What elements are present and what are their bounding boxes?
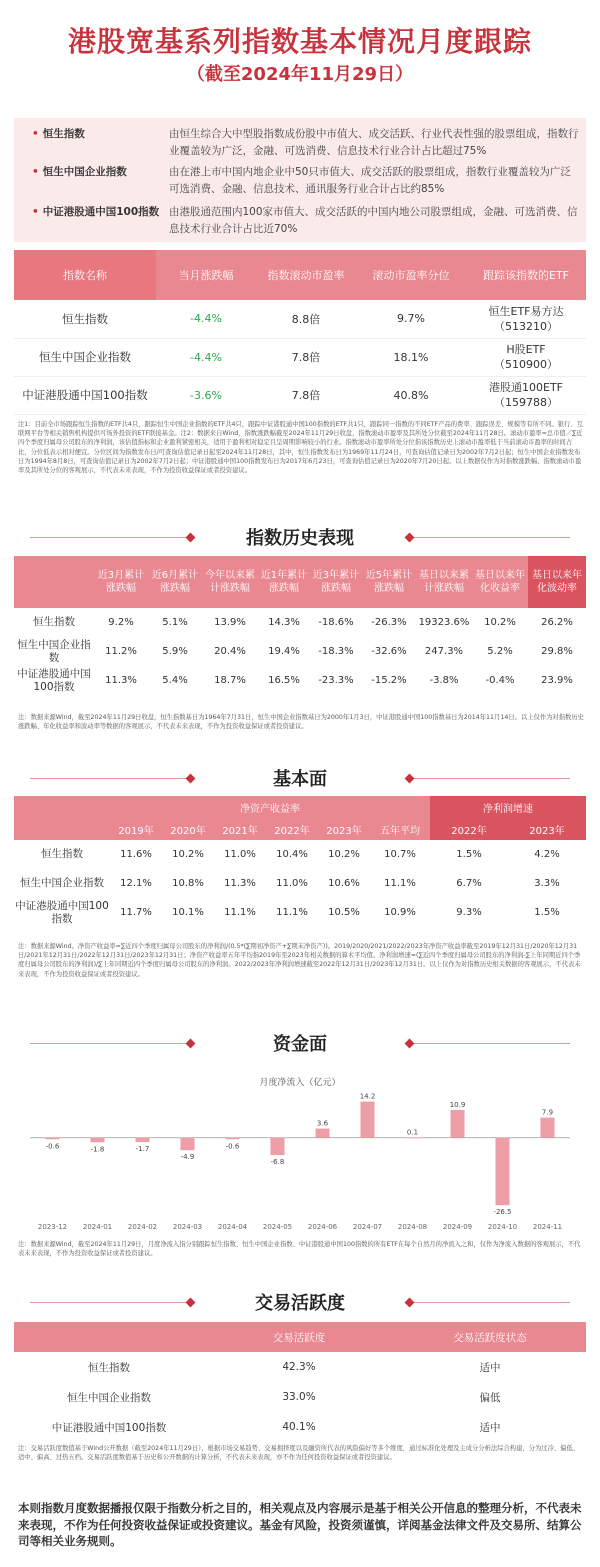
year-header: 2022年 — [266, 818, 318, 840]
value-cell: -0.4% — [485, 675, 515, 686]
chart-bar — [46, 1138, 60, 1140]
etf-cell — [466, 338, 586, 376]
pe-percentile: 40.8% — [356, 376, 466, 414]
index-name: 恒生中国企业指数 — [20, 877, 104, 889]
value-cell: -15.2% — [371, 675, 407, 686]
section-divider — [400, 1028, 570, 1058]
chart-data-label: 0.1 — [406, 1128, 419, 1137]
year-header: 2023年 — [508, 818, 586, 840]
chart-data-label: 3.6 — [316, 1119, 329, 1128]
header-cell: 交易活跃度 — [204, 1322, 394, 1352]
table-row — [14, 300, 586, 338]
intro-name: • 恒生指数 — [32, 126, 167, 143]
intro-name: • 中证港股通中国100指数 — [32, 204, 167, 221]
etf-code: （159788） — [494, 396, 558, 409]
value-cell: 11.3% — [105, 675, 137, 686]
chart-x-tick-label: 2024-01 — [82, 1223, 113, 1231]
etf-code: （510900） — [494, 358, 558, 371]
pe-percentile: 18.1% — [356, 338, 466, 376]
roe-cell: 10.8% — [172, 878, 204, 889]
header-cell: 指数名称 — [14, 250, 156, 300]
roe-cell: 12.1% — [120, 878, 152, 889]
header-cell: 近1年累计涨跌幅 — [258, 556, 310, 608]
month-change: -3.6% — [156, 376, 256, 414]
roe-cell: 11.1% — [384, 878, 416, 889]
value-cell: 20.4% — [214, 646, 246, 657]
chart-x-tick-label: 2024-08 — [397, 1223, 428, 1231]
chart-title: 月度净流入（亿元） — [259, 1078, 341, 1088]
capital-note: 注：数据来源Wind，截至2024年11月29日，月度净流入指分别跟踪恒生指数、恒生中国企业指数、中证港股通中国100指数的所有ETF在每个自然月的净流入之和，仅作为净流入数据的客观展示，不代表未来表现，不作为投资收益保证或者投资建议。 — [18, 1241, 581, 1258]
header-cell: 基日以来年化收益率 — [472, 556, 528, 608]
index-name: 中证港股通中国100指数 — [51, 1421, 167, 1434]
history-note: 注：数据来源Wind，截至2024年11月29日收盘，恒生指数基日为1964年7月31日，恒生中国企业指数基日为2000年1月3日，中证港股通中国100指数基日为2014年11月14日。以上仅作为对指数历史涨跌幅、年化收益率和波动率等数据的客观展示，不代表未来表现，不作为投资收益保证或者投资建议。 — [18, 714, 584, 731]
index-name: 恒生指数 — [41, 848, 83, 860]
overview-note: 注1：目前全市场跟踪恒生指数的ETF共4只，跟踪恒生中国企业指数的ETF共4只，跟踪中证港股通中国100指数的ETF共1只，跟踪同一指数的不同ETF产品的费率、跟踪误差、规模等有所不同。银行、互联网平台等相关销售机构提供可场外投资的ETF联接基金。注2：数据来自Wind，指数涨跌幅截至2024年11月29日收盘，指数滚动市盈率及其所处分位截至2024年11月28日。滚动市盈率=总市值／∑近四个季度归属母公司股东的净利润，该估值指标和企业盈利紧密相关，适用于盈利相对稳定且呈周期影响较小的行业。指数滚动市盈率所处分位指该指数历史上滚动市盈率低于当前滚动市盈率的时间占比，分位低表示相对便宜。分位区间为指数发布日/可查询估值记录日起至2024年11月28日，其中，恒生指数发布日为1969年11月24日，可查询估值记录日为2002年7月2日起；恒生中国企业指数发布日为1994年8月8日，可查询估值记录日为2002年7月2日起；中证港股通中国100指数发布日为2017年6月23日，可查询估值记录日为2020年7月20日起。以上数据仅作为对指数涨跌幅、指数滚动市盈率及其所处分位的客观展示，不代表未来表现，不作为投资收益保证或者投资建议。 — [18, 421, 583, 475]
table-row — [14, 666, 586, 695]
value-cell: 19.4% — [268, 646, 300, 657]
value-cell: -18.6% — [318, 617, 354, 628]
etf-name: H股ETF — [506, 343, 546, 356]
index-name: 恒生指数 — [14, 300, 156, 338]
table-row — [14, 1382, 586, 1412]
np-cell: 1.5% — [456, 849, 482, 860]
activity-value: 40.1% — [282, 1421, 316, 1433]
roe-cell: 11.3% — [224, 878, 256, 889]
chart-data-label: -0.6 — [45, 1142, 60, 1151]
etf-cell — [466, 300, 586, 338]
pe-ratio: 8.8倍 — [256, 300, 356, 338]
chart-data-label: -1.7 — [135, 1145, 150, 1154]
roe-cell: 10.7% — [384, 849, 416, 860]
np-group-header: 净利润增速 — [430, 796, 586, 818]
header-cell — [14, 818, 110, 840]
np-cell: 9.3% — [456, 907, 482, 918]
year-header: 2020年 — [162, 818, 214, 840]
section-header-history — [0, 522, 600, 552]
value-cell: -18.3% — [318, 646, 354, 657]
chart-bar — [91, 1138, 105, 1143]
net-inflow-chart — [14, 1067, 586, 1237]
chart-x-tick-label: 2024-06 — [307, 1223, 338, 1231]
header-cell — [14, 1322, 204, 1352]
chart-bar — [136, 1138, 150, 1142]
chart-svg — [14, 1067, 586, 1237]
section-title: 资金面 — [273, 1034, 327, 1055]
chart-x-tick-label: 2024-07 — [352, 1223, 383, 1231]
chart-x-tick-label: 2024-03 — [172, 1223, 203, 1231]
np-cell: 6.7% — [456, 878, 482, 889]
value-cell: -32.6% — [371, 646, 407, 657]
activity-value: 42.3% — [282, 1361, 316, 1373]
section-divider — [400, 1287, 570, 1317]
section-header-fundamentals — [0, 763, 600, 793]
value-cell: 5.2% — [487, 646, 513, 657]
chart-data-label: 7.9 — [541, 1108, 554, 1117]
header-cell: 交易活跃度状态 — [394, 1322, 586, 1352]
roe-cell: 10.4% — [276, 849, 308, 860]
intro-desc: 由在港上市中国内地企业中50只市值大、成交活跃的股票组成，指数行业覆盖较为广泛可选消费、金融、信息技术、通讯服务行业合计占比约85% — [169, 166, 571, 195]
roe-group-header: 净资产收益率 — [110, 796, 430, 818]
chart-data-label: 10.9 — [449, 1100, 466, 1109]
index-name: 恒生中国企业指数 — [67, 1391, 151, 1404]
roe-cell: 10.2% — [172, 849, 204, 860]
section-divider — [400, 763, 570, 793]
chart-data-label: -6.8 — [270, 1158, 285, 1167]
activity-status: 偏低 — [479, 1391, 501, 1404]
year-header: 2019年 — [110, 818, 162, 840]
pe-ratio: 7.8倍 — [256, 376, 356, 414]
header-cell: 今年以来累计涨跌幅 — [202, 556, 258, 608]
chart-x-tick-label: 2024-11 — [532, 1223, 563, 1231]
intro-desc: 由恒生综合大中型股指数成份股中市值大、成交活跃、行业代表性强的股票组成，指数行业覆盖较为广泛，金融、可选消费、信息技术行业合计占比超过75% — [169, 128, 579, 157]
value-cell: 14.3% — [268, 617, 300, 628]
value-cell: 5.1% — [162, 617, 188, 628]
value-cell: 23.9% — [541, 675, 573, 686]
month-change: -4.4% — [156, 300, 256, 338]
header-cell: 当月涨跌幅 — [156, 250, 256, 300]
section-divider — [400, 522, 570, 552]
value-cell: 247.3% — [424, 646, 464, 657]
etf-code: （513210） — [494, 319, 558, 333]
header-cell — [14, 796, 110, 818]
fundamentals-table — [14, 796, 586, 927]
roe-cell: 11.0% — [224, 849, 256, 860]
section-title: 交易活跃度 — [255, 1293, 345, 1314]
section-title: 指数历史表现 — [246, 528, 354, 549]
roe-cell: 10.5% — [328, 907, 360, 918]
chart-data-label: -4.9 — [180, 1153, 195, 1162]
value-cell: 13.9% — [214, 617, 246, 628]
chart-bar — [181, 1138, 195, 1150]
roe-cell: 11.7% — [120, 907, 152, 918]
header-cell: 近5年累计涨跌幅 — [362, 556, 416, 608]
page-title: 港股宽基系列指数基本情况月度跟踪 — [67, 25, 532, 58]
month-change: -4.4% — [156, 338, 256, 376]
activity-note: 注：交易活跃度数值基于Wind公开数据（截至2024年11月29日），根据市场交易趋势、交易拥挤度以及融资所代表的风险偏好等多个维度，通过标准化处理及主成分分析法综合构建，分为过冷、偏低、适中、偏高、过热五档。交易活跃度数值基于历史和公开数据的计算分析，不代表未来表现，亦不作为任何投资收益保证或者投资建议。 — [18, 1445, 580, 1462]
header-cell: 基日以来年化波动率 — [528, 556, 586, 608]
value-cell: 29.8% — [541, 646, 573, 657]
pe-ratio: 7.8倍 — [256, 338, 356, 376]
chart-bar — [541, 1118, 555, 1138]
chart-bar — [451, 1110, 465, 1138]
value-cell: 9.2% — [108, 617, 134, 628]
table-row — [14, 1412, 586, 1442]
chart-bar — [406, 1137, 420, 1138]
roe-cell: 10.2% — [328, 849, 360, 860]
value-cell: 19323.6% — [418, 617, 470, 628]
overview-header — [14, 250, 586, 300]
value-cell: -3.8% — [429, 675, 459, 686]
activity-table — [14, 1322, 586, 1442]
table-row — [14, 637, 586, 666]
history-table — [14, 556, 586, 695]
table-row — [14, 869, 586, 898]
disclaimer-footer: 本则指数月度数据播报仅限于指数分析之目的，相关观点及内容展示是基于相关公开信息的整理分析，不代表未来表现，不作为任何投资收益保证或投资建议。基金有风险，投资须谨慎，详阅基金法律文件及交易所、结算公司等相关业务规则。 — [18, 1501, 582, 1548]
etf-cell — [466, 376, 586, 414]
header-cell: 跟踪该指数的ETF — [466, 250, 586, 300]
table-row — [14, 1352, 586, 1382]
np-cell: 4.2% — [534, 849, 560, 860]
history-header — [14, 556, 586, 608]
value-cell: 5.4% — [162, 675, 188, 686]
value-cell: 5.9% — [162, 646, 188, 657]
value-cell: -26.3% — [371, 617, 407, 628]
intro-desc: 由港股通范围内100家市值大、成交活跃的中国内地公司股票组成，金融、可选消费、信息技术行业合计占比近70% — [169, 206, 578, 235]
chart-x-tick-label: 2024-04 — [217, 1223, 248, 1231]
chart-data-label: -1.8 — [90, 1145, 105, 1154]
header-cell: 近3月累计涨跌幅 — [94, 556, 148, 608]
activity-status: 适中 — [479, 1361, 501, 1374]
chart-bar — [316, 1129, 330, 1138]
page-subtitle: （截至2024年11月29日） — [186, 64, 414, 85]
intro-name: • 恒生中国企业指数 — [32, 164, 167, 181]
header-cell: 近6月累计涨跌幅 — [148, 556, 202, 608]
roe-cell: 11.6% — [120, 849, 152, 860]
header-cell: 基日以来累计涨跌幅 — [416, 556, 472, 608]
fundamentals-year-header — [14, 818, 586, 840]
section-header-activity — [0, 1287, 600, 1317]
roe-cell: 11.1% — [276, 907, 308, 918]
chart-x-tick-label: 2023-12 — [37, 1223, 68, 1231]
etf-name: 恒生ETF易方达 — [488, 304, 564, 318]
table-row — [14, 608, 586, 637]
activity-value: 33.0% — [282, 1391, 316, 1403]
value-cell: 11.2% — [105, 646, 137, 657]
value-cell: 18.7% — [214, 675, 246, 686]
index-name: 中证港股通中国100指数 — [14, 376, 156, 414]
header-cell: 滚动市盈率分位 — [356, 250, 466, 300]
header-cell: 近3年累计涨跌幅 — [310, 556, 362, 608]
index-name: 恒生中国企业指数 — [14, 338, 156, 376]
value-cell: 10.2% — [484, 617, 516, 628]
roe-cell: 11.1% — [224, 907, 256, 918]
np-cell: 3.3% — [534, 878, 560, 889]
chart-bar — [226, 1138, 240, 1140]
chart-bar — [496, 1138, 510, 1205]
value-cell: 16.5% — [268, 675, 300, 686]
section-title: 基本面 — [273, 769, 327, 790]
chart-bar — [361, 1102, 375, 1138]
table-row — [14, 376, 586, 414]
year-header: 2023年 — [318, 818, 370, 840]
header-cell — [14, 556, 94, 608]
section-header-capital — [0, 1028, 600, 1058]
activity-header — [14, 1322, 586, 1352]
roe-cell: 10.1% — [172, 907, 204, 918]
pe-percentile: 9.7% — [356, 300, 466, 338]
fundamentals-group-header — [14, 796, 586, 818]
roe-cell: 10.6% — [328, 878, 360, 889]
chart-x-tick-label: 2024-09 — [442, 1223, 473, 1231]
table-row — [14, 840, 586, 869]
index-intro-box — [14, 118, 586, 242]
year-header: 2021年 — [214, 818, 266, 840]
index-name: 恒生指数 — [33, 616, 75, 628]
roe-cell: 11.0% — [276, 878, 308, 889]
index-name: 中证港股通中国100指数 — [17, 667, 91, 693]
roe-cell: 10.9% — [384, 907, 416, 918]
year-header: 五年平均 — [370, 818, 430, 840]
chart-x-tick-label: 2024-05 — [262, 1223, 293, 1231]
value-cell: 26.2% — [541, 617, 573, 628]
chart-data-label: 14.2 — [359, 1092, 376, 1101]
header-cell: 指数滚动市盈率 — [256, 250, 356, 300]
chart-x-tick-label: 2024-10 — [487, 1223, 518, 1231]
fundamentals-note: 注：数据来源Wind。净资产收益率=∑近四个季度归属母公司股东的净利润/(0.5*(∑期初净资产+∑期末净资产))。2019/2020/2021/2022/2023年净资产收益率截至2019年12月31日/2020年12月31日/2021年12月31日/2022年12月31日/2023年12月31日；净资产收益率五年平均指2019年至2023年相关数据的算术平均值。净利润增速=(∑近四个季度归属母公司股东的净利润-∑上年同期近四个季度归属母公司股东的净利润)/∑上年同期近四个季度归属母公司股东的净利润。2022/2023年净利润增速截至2022年12月31日/2023年12月31日。以上仅作为对指数历史相关数据的客观展示，不代表未来表现，不作为投资收益保证或者投资建议。 — [18, 943, 581, 978]
table-row — [14, 338, 586, 376]
index-name: 中证港股通中国100指数 — [15, 899, 109, 925]
activity-status: 适中 — [479, 1421, 501, 1434]
value-cell: -23.3% — [318, 675, 354, 686]
index-name: 恒生中国企业指数 — [17, 638, 91, 664]
year-header: 2022年 — [430, 818, 508, 840]
chart-x-tick-label: 2024-02 — [127, 1223, 158, 1231]
overview-table — [14, 250, 586, 415]
chart-data-label: -26.5 — [493, 1208, 512, 1217]
np-cell: 1.5% — [534, 907, 560, 918]
table-row — [14, 898, 586, 927]
etf-name: 港股通100ETF — [489, 381, 563, 394]
index-name: 恒生指数 — [88, 1361, 130, 1374]
chart-bar — [271, 1138, 285, 1155]
chart-data-label: -0.6 — [225, 1142, 240, 1151]
